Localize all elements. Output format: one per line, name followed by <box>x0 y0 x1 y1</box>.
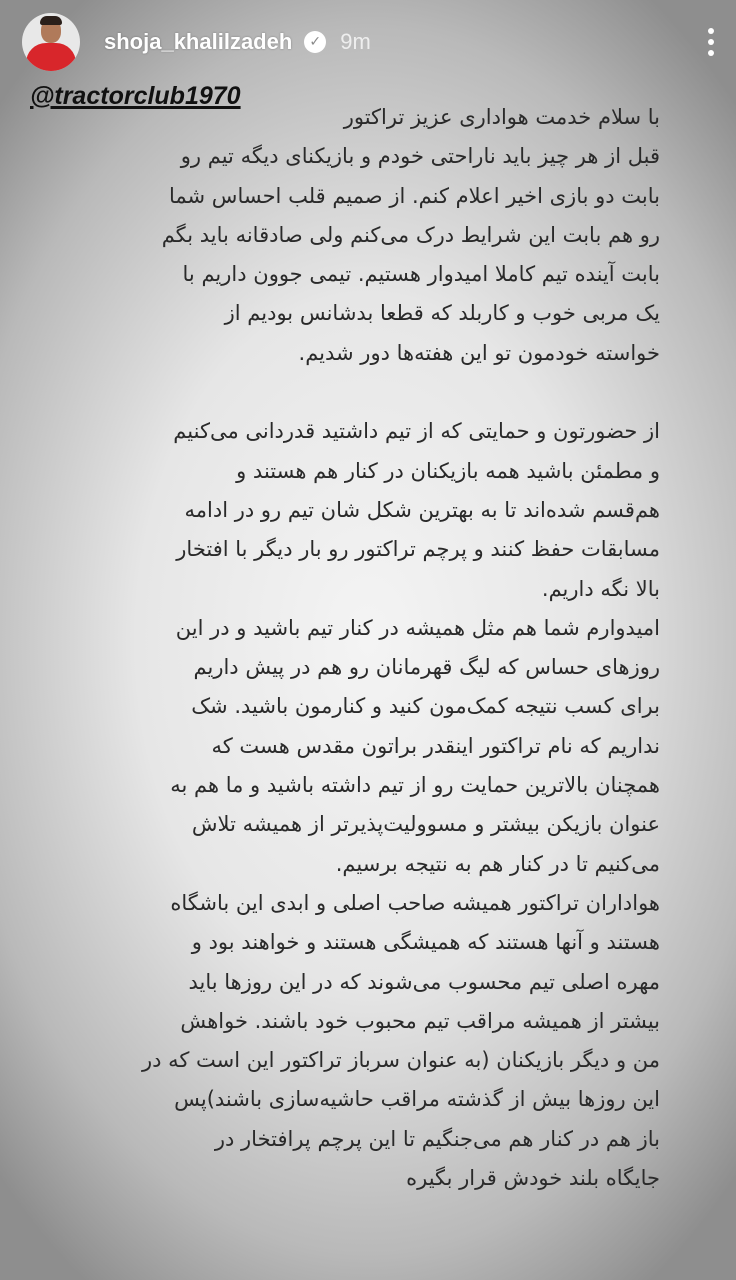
text-line: این روزها بیش از گذشته مراقب حاشیه‌سازی باشند)پس <box>174 1087 660 1112</box>
text-line: عنوان بازیکن بیشتر و مسوولیت‌پذیرتر از همیشه تلاش <box>191 812 660 837</box>
text-line: همچنان بالاترین حمایت رو از تیم داشته باشید و ما هم به <box>170 773 660 798</box>
text-line: خواسته خودمون تو این هفته‌ها دور شدیم. <box>298 340 660 365</box>
text-line: باز هم در کنار هم می‌جنگیم تا این پرچم پرافتخار در <box>214 1126 660 1151</box>
story-header <box>22 12 716 72</box>
text-line <box>100 373 660 412</box>
text-line: و مطمئن باشید همه بازیکنان در کنار هم هستند و <box>236 458 660 483</box>
text-line: یک مربی خوب و کاربلد که قطعا بدشانس بودیم از <box>224 301 660 326</box>
text-line: قبل از هر چیز باید ناراحتی خودم و بازیکنای دیگه تیم رو <box>180 144 660 169</box>
text-line: بابت آینده تیم کاملا امیدوار هستیم. تیمی جوون داریم با <box>182 262 660 287</box>
text-line: من و دیگر بازیکنان (به عنوان سرباز تراکتور این است که در <box>141 1048 660 1073</box>
story-text <box>100 98 660 1198</box>
text-line: روزهای حساس که لیگ قهرمانان رو هم در پیش داریم <box>193 655 660 680</box>
post-time: 9m <box>340 29 371 54</box>
text-line: برای کسب نتیجه کمک‌مون کنید و کنارمون باشید. شک <box>191 694 660 719</box>
text-line: امیدوارم شما هم مثل همیشه در کنار تیم باشید و در این <box>175 615 660 640</box>
text-line: مسابقات حفظ کنند و پرچم تراکتور رو بار دیگر با افتخار <box>176 537 660 562</box>
username[interactable]: shoja_khalilzadeh <box>104 29 293 54</box>
more-options-icon[interactable] <box>706 28 716 56</box>
text-line: بالا نگه داریم. <box>541 576 660 601</box>
text-line: هم‌قسم شده‌اند تا به بهترین شکل شان تیم رو در ادامه <box>184 497 660 522</box>
text-line: رو هم بابت این شرایط درک می‌کنم ولی صادقانه باید بگم <box>161 222 660 247</box>
text-line: جایگاه بلند خودش قرار بگیره <box>406 1166 660 1191</box>
mention-link[interactable]: @tractorclub1970 <box>30 82 241 110</box>
text-line: می‌کنیم تا در کنار هم به نتیجه برسیم. <box>335 851 660 876</box>
text-line: بابت دو بازی اخیر اعلام کنم. از صمیم قلب احساس شما <box>169 183 660 208</box>
text-line: مهره اصلی تیم محسوب می‌شوند که در این روزها باید <box>188 969 660 994</box>
text-line: هستند و آنها هستند که همیشگی هستند و خواهند بود و <box>191 930 660 955</box>
text-line: هواداران تراکتور همیشه صاحب اصلی و ابدی این باشگاه <box>170 890 660 915</box>
text-line: بیشتر از همیشه مراقب تیم محبوب خود باشند. خواهش <box>180 1008 660 1033</box>
verified-badge-icon: ✓ <box>304 31 326 53</box>
text-line: از حضورتون و حمایتی که از تیم داشتید قدردانی می‌کنیم <box>173 419 660 444</box>
avatar[interactable] <box>22 13 80 71</box>
text-line: نداریم که نام تراکتور اینقدر براتون مقدس هست که <box>211 733 660 758</box>
text-line: با سلام خدمت هواداری عزیز تراکتور <box>343 105 660 129</box>
